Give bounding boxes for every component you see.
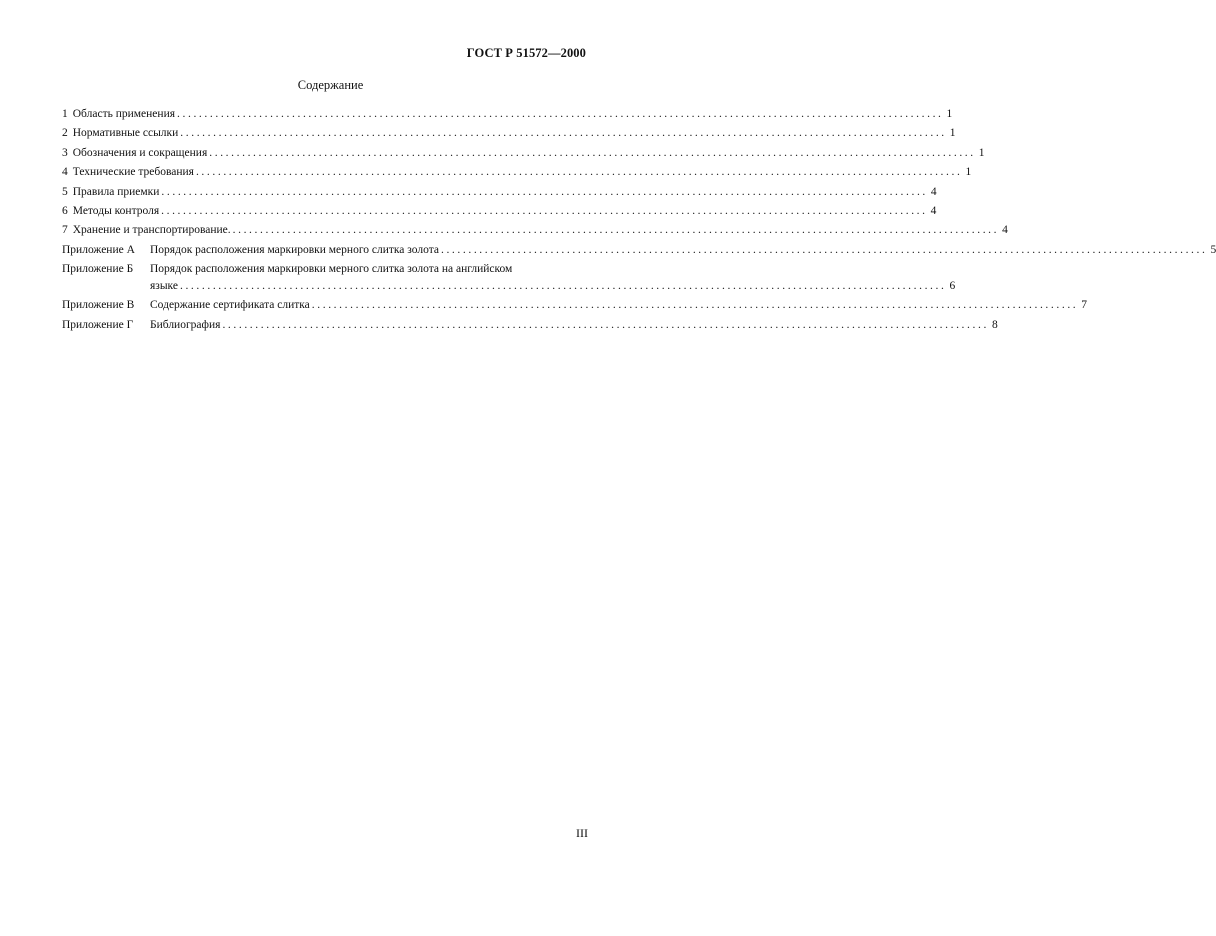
appendix-page: 6	[949, 280, 956, 293]
appendix-page: 7	[1081, 299, 1088, 312]
appendix-page: 8	[991, 318, 998, 331]
dot-leader: ............................................................................................................................................	[440, 243, 1208, 256]
toc-title: Содержание	[297, 78, 364, 92]
toc-appendix-a[interactable]	[62, 243, 1216, 263]
dot-leader: ............................................................................................................................................	[177, 108, 944, 120]
appendix-title-line2: языке	[150, 280, 178, 293]
toc-entry-title: Нормативные ссылки	[72, 127, 179, 140]
toc-entry-page: 4	[1002, 224, 1008, 237]
toc-entry-title: Технические требования	[72, 166, 194, 179]
appendix-label: Приложение А	[62, 243, 135, 256]
toc-entry-number: 1	[62, 108, 68, 120]
document-code: ГОСТ Р 51572—2000	[466, 46, 586, 60]
toc-entry-6[interactable]	[62, 204, 937, 224]
toc-entry-page: 4	[930, 185, 937, 198]
dot-leader: ............................................................................................................................................	[195, 166, 963, 179]
toc-entry-number: 7	[62, 224, 68, 237]
toc-entry-page: 1	[946, 108, 953, 120]
table-of-contents	[62, 108, 1216, 338]
page-number: III	[576, 826, 588, 840]
toc-entry-title: Обозначения и сокращения	[72, 146, 208, 159]
dot-leader: ............................................................................................................................................	[180, 127, 947, 140]
toc-entry-3[interactable]	[62, 146, 985, 166]
toc-entry-2[interactable]	[62, 127, 956, 146]
dot-leader: ............................................................................................................................................	[209, 146, 976, 159]
toc-entry-number: 6	[62, 204, 68, 217]
toc-entry-title: Методы контроля	[72, 204, 160, 217]
toc-entry-5[interactable]	[62, 185, 937, 205]
appendix-title: Содержание сертификата слитка	[150, 299, 310, 312]
appendix-title-line1: Порядок расположения маркировки мерного слитка золота на английском	[150, 263, 513, 276]
toc-entry-page: 1	[965, 166, 972, 179]
appendix-title: Порядок расположения маркировки мерного слитка золота	[150, 243, 439, 256]
toc-entry-7[interactable]	[62, 224, 1008, 243]
appendix-page: 5	[1210, 243, 1216, 256]
dot-leader: ............................................................................................................................................	[161, 185, 928, 198]
appendix-title: Библиография	[150, 318, 221, 331]
toc-entry-page: 1	[978, 146, 985, 159]
toc-entry-number: 3	[62, 146, 68, 159]
toc-entry-number: 4	[62, 166, 68, 179]
toc-entry-page: 4	[930, 204, 937, 217]
toc-entry-title: Правила приемки	[72, 185, 160, 198]
toc-entry-1[interactable]	[62, 108, 953, 127]
dot-leader: ............................................................................................................................................	[161, 204, 928, 217]
appendix-label: Приложение Г	[62, 318, 134, 331]
toc-entry-4[interactable]	[62, 166, 972, 185]
toc-appendix-b[interactable]	[62, 263, 956, 297]
appendix-label: Приложение Б	[62, 263, 134, 276]
dot-leader: ............................................................................................................................................	[179, 280, 947, 293]
dot-leader: ............................................................................................................................................	[311, 299, 1079, 312]
toc-entry-title: Область применения	[72, 108, 176, 120]
toc-appendix-v[interactable]	[62, 299, 1088, 318]
toc-appendix-g[interactable]	[62, 318, 998, 338]
toc-entry-title: Хранение и транспортирование.	[72, 224, 231, 237]
dot-leader: ............................................................................................................................................	[222, 318, 989, 331]
toc-entry-number: 2	[62, 127, 68, 140]
appendix-label: Приложение В	[62, 299, 135, 312]
dot-leader: ............................................................................................................................................	[232, 224, 1000, 237]
toc-entry-number: 5	[62, 185, 68, 198]
toc-entry-page: 1	[949, 127, 956, 140]
